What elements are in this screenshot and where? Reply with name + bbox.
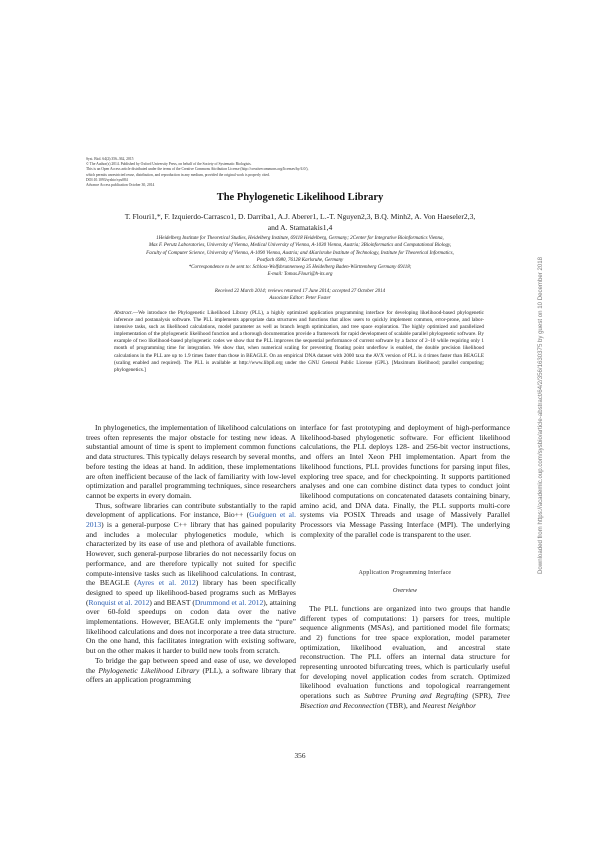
affiliation-line: Faculty of Computer Science, University of Vienna, A-1090 Vienna, Austria; and 4Karlsruhe Institute of Technology, Institute for Theoretical Informatics,	[146, 250, 454, 256]
article-title: The Phylogenetic Likelihood Library	[216, 192, 384, 203]
copyright-line: © The Author(s) 2014. Published by Oxford University Press, on behalf of the Society of Systematic Biologists.	[86, 162, 252, 167]
received-dates: Received 22 March 2014; reviews returned 17 June 2014; accepted 27 October 2014	[214, 289, 386, 294]
associate-editor: Associate Editor: Peter Foster	[269, 296, 331, 302]
email-line[interactable]: E-mail: Tomas.Flouri@h-its.org	[267, 272, 333, 278]
paragraph-text: ), attaining over 60-fold speedups on codon data over the native implementations. However, BEAGLE only implements the “pure” likelihood calculations and does not incorporate a tree data structure. On the one hand, this facilitates integration with existing software, but on the other makes it harder to build new tools from scratch.	[86, 597, 296, 656]
correspondence-line: *Correspondence to be sent to: Schloss-Wolfsbrunnenweg 35 Heidelberg Baden-Württemberg Germany 69118;	[188, 265, 412, 271]
paragraph-text: ) and BEAST (	[149, 597, 195, 607]
section-heading: Application Programming Interface	[358, 570, 452, 577]
abstract-text: —We introduce the Phylogenetic Likelihood Library (PLL), a highly optimized application programming interface for developing likelihood-based phylogenetic inference and postanalysis software. The PLL implements appropriate data structures and functions that allow users to quickly implement common, error-prone, and labor-intensive tasks, such as likelihood calculations, model parameter as well as branch length optimization, and tree space exploration. The highly optimized and parallelized implementation of the phylogenetic likelihood function and a thorough documentation provide a framework for rapid development of scalable parallel phylogenetic software. By example of two likelihood-based phylogenetic codes we show that the PLL improves the sequential performance of current software by a factor of 2–10 while requiring only 1 month of programming time for integration. We show that, when numerical scaling for preventing floating point underflow is enabled, the double precision likelihood calculations in the PLL are up to 1.9 times faster than those in BEAGLE. On an empirical DNA dataset with 2000 taxa the AVX version of PLL is 4 times faster than BEAGLE (scaling enabled and required). The PLL is available at http://www.libpll.org under the GNU General Public License (GPL). [Maximum likelihood; parallel computing; phylogenetics.]	[114, 310, 484, 373]
affiliations	[86, 235, 514, 279]
doi-line[interactable]: DOI:10.1093/sysbio/syu084	[86, 177, 128, 182]
citation-link[interactable]: Guéguen et al. 2013	[86, 510, 297, 530]
paragraph	[300, 604, 510, 711]
affiliation-line: Postfach 6980, 76128 Karlsruhe, Germany	[256, 257, 344, 263]
body-column-left	[86, 423, 296, 685]
emphasis-text: Phylogenetic Likelihood Library	[98, 665, 200, 675]
page-number: 356	[294, 751, 306, 760]
author-list	[86, 211, 514, 233]
paragraph-text: In phylogenetics, the implementation of likelihood calculations on trees often represents the major obstacle for testing new ideas. A substantial amount of time is spent to implement common functions and data structures. This typically delays research by several months, before testing the ideas at hand. In addition, these implementations are often inefficient because of the lack of familiarity with low-level optimization and parallel programming techniques, since researchers cannot be experts in every domain.	[86, 423, 296, 500]
author-line-2: and A. Stamatakis1,4	[267, 223, 333, 232]
affiliation-line: Max F. Perutz Laboratories, University of Vienna, Medical University of Vienna, A-1030 Vienna, Austria; 3Bioinformatics and Computational Biology,	[148, 243, 452, 249]
publication-date-line: Advance Access publication October 30, 2014	[86, 183, 155, 188]
paragraph	[300, 423, 510, 539]
paragraph-text: ) library has been specifically designed to speed up likelihood-based programs such as MrBayes (	[86, 578, 296, 607]
paragraph-text: (SPR),	[468, 691, 497, 701]
license-line-2: which permits unrestricted reuse, distribution, and reproduction in any medium, provided the original work is properly cited.	[86, 172, 270, 177]
paragraph	[86, 501, 296, 656]
citation-link[interactable]: Ronquist et al. 2012	[88, 597, 150, 607]
abstract	[114, 310, 484, 374]
license-line: This is an Open Access article distributed under the terms of the Creative Commons Attribution License (http://creativecommons.org/licenses/by/4.0/),	[86, 167, 309, 172]
journal-metadata	[86, 157, 526, 188]
paragraph-text: (TBR), and	[384, 700, 423, 710]
paragraph-text: The PLL functions are organized into two groups that handle different types of computations: 1) parsers for trees, multiple sequence alignments (MSAs), and partitioned model file formats; and 2) functions for tree space exploration, model parameter optimization, likelihood evaluation, and ancestral state reconstruction. The PLL offers an internal data structure for representing unrooted bifurcating trees, which is particularly useful for developing novel application codes from scratch. Optimized likelihood evaluation functions and topological rearrangement operations such as	[300, 603, 510, 701]
article-dates	[86, 288, 514, 302]
citation-link[interactable]: Ayres et al. 2012	[136, 578, 196, 588]
paragraph	[86, 656, 296, 685]
paragraph-text: To bridge the gap between speed and ease of use, we developed the	[86, 655, 296, 675]
paragraph-text: ) is a general-purpose C++ library that has gained popularity and includes a molecular phylogenetics module, which is characterized by its ease of use and plethora of available functions. However, such general-purpose libraries do not necessarily focus on performance, and are therefore typically not suited for specific compute-intensive tasks such as likelihood calculations. In contrast, the BEAGLE (	[86, 520, 296, 588]
download-watermark: Downloaded from https://academic.oup.com/sysbio/article-abstract/64/2/356/1630375 by guest on 10 December 2018	[537, 256, 544, 574]
paragraph	[86, 423, 296, 501]
body-column-right	[300, 423, 510, 711]
subsection-heading: Overview	[392, 587, 418, 595]
citation-link[interactable]: Drummond et al. 2012	[194, 597, 264, 607]
affiliation-line: 1Heidelberg Institute for Theoretical Studies, Heidelberg Institute, 69118 Heidelberg, Germany; 2Center for Integrative Bioinformatics Vienna,	[156, 236, 444, 241]
emphasis-text: Tree Bisection and Reconnection	[300, 691, 511, 710]
paragraph-text: (PLL), a software library that offers an application programming	[86, 665, 297, 685]
citation-line: Syst. Biol. 64(2):356–362, 2015	[86, 157, 134, 161]
abstract-label: Abstract.	[114, 310, 133, 316]
paragraph-text: Thus, software libraries can contribute substantially to the rapid development of applications. For instance, Bio++ (	[86, 500, 296, 520]
emphasis-text: Nearest Neighbor	[422, 700, 477, 710]
paragraph-text: interface for fast prototyping and deployment of high-performance likelihood-based phylogenetic software. For efficient likelihood calculations, the PLL deploys 128- and 256-bit vector instructions, and offers an Intel Xeon PHI implementation. Apart from the likelihood functions, PLL provides functions for parsing input files, exploring tree space, and for checkpointing. It supports partitioned analyses and one can combine distinct data types to conduct joint likelihood computations on concatenated datasets containing binary, amino acid, and DNA data. Finally, the PLL supports multi-core systems via POSIX Threads and usage of Massively Parallel Processors via Message Passing Interface (MPI). The underlying complexity of the parallel code is transparent to the user.	[300, 423, 510, 539]
author-line-1: T. Flouri1,*, F. Izquierdo-Carrasco1, D. Darriba1, A.J. Aberer1, L.-T. Nguyen2,3, B.Q. Minh2, A. Von Haeseler2,3,	[124, 212, 476, 221]
emphasis-text: Subtree Pruning and Regrafting	[364, 691, 469, 701]
